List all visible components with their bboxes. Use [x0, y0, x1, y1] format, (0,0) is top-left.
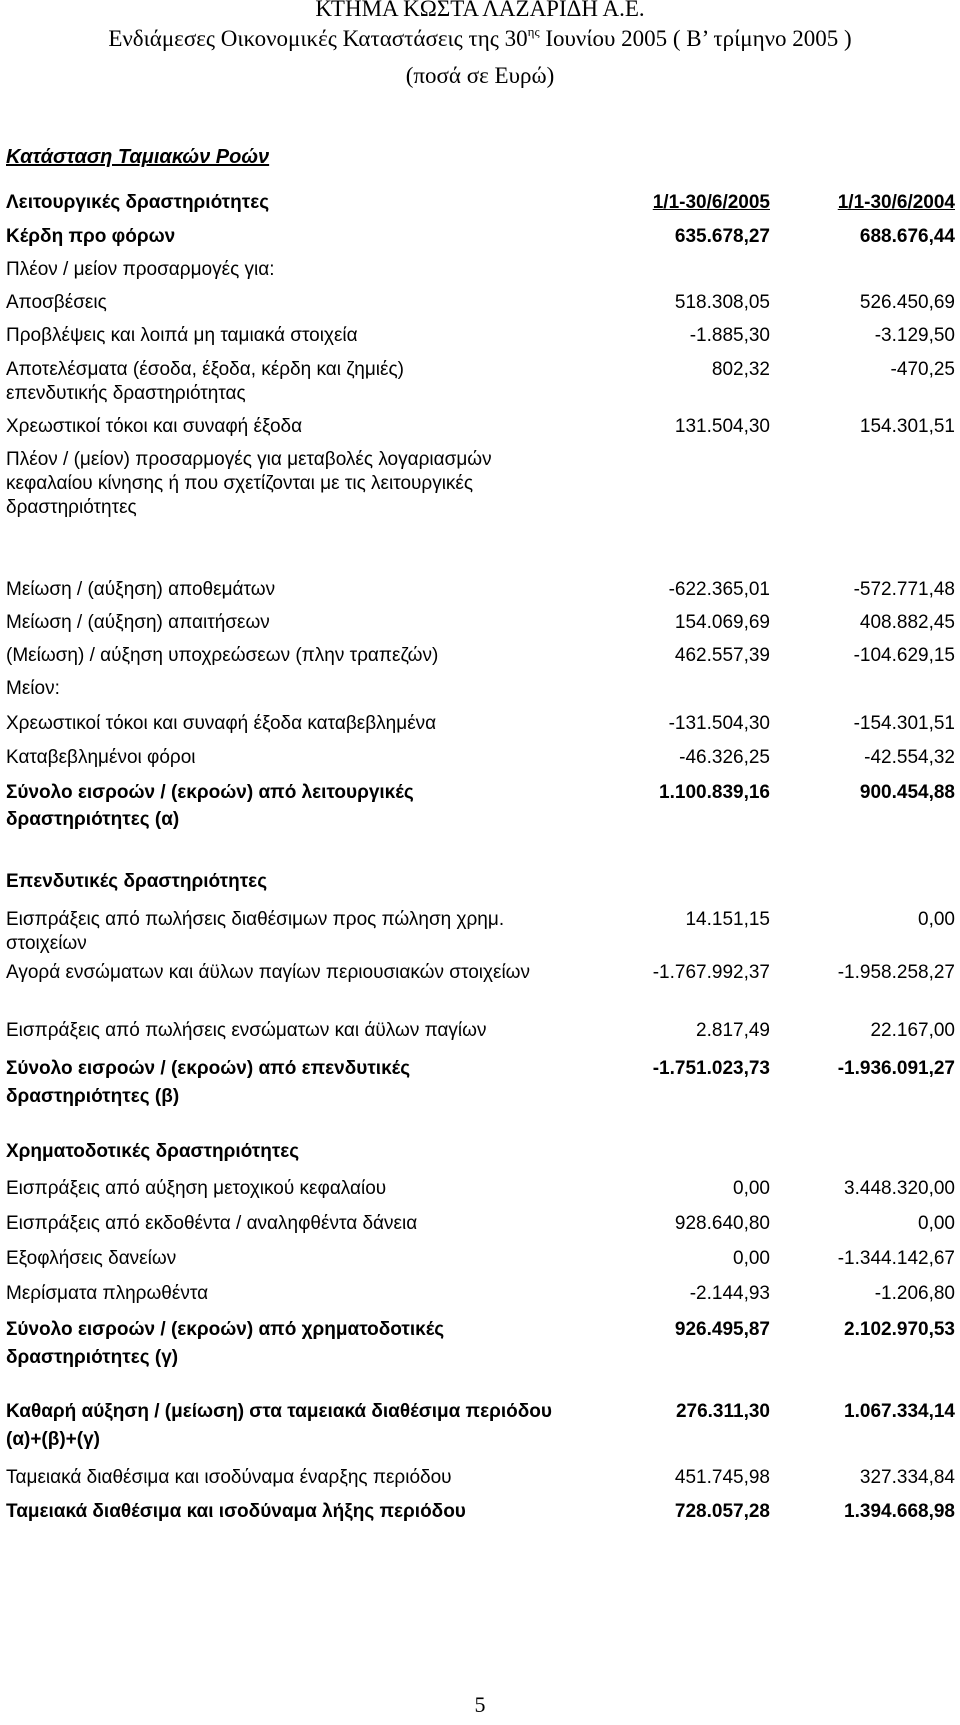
row-label: Πλέον / (μείον) προσαρμογές για μεταβολές λογαριασμών κεφαλαίου κίνησης ή που σχετίζονται με τις λειτουργικές δραστηριότητες [6, 449, 492, 518]
value-2004: 526.450,69 [859, 292, 955, 313]
row-label: (Μείωση) / αύξηση υποχρεώσεων (πλην τραπεζών) [6, 645, 439, 666]
row-label: Καταβεβλημένοι φόροι [6, 747, 196, 768]
value-2005: 1.100.839,16 [659, 782, 770, 803]
row-label: Αγορά ενσώματων και άϋλων παγίων περιουσιακών στοιχείων [6, 962, 531, 983]
value-2005: -1.767.992,37 [652, 962, 770, 983]
row-label: Εισπράξεις από πωλήσεις ενσώματων και άϋλων παγίων [6, 1020, 487, 1041]
value-2005: 131.504,30 [674, 416, 770, 437]
row-label: Μερίσματα πληρωθέντα [6, 1283, 209, 1304]
row-label: Μείωση / (αύξηση) απαιτήσεων [6, 612, 270, 633]
value-2004: -572.771,48 [853, 579, 955, 600]
value-2004: 2.102.970,53 [844, 1319, 955, 1340]
value-2005: -46.326,25 [679, 747, 770, 768]
value-2005: -1.885,30 [689, 325, 770, 346]
value-2005: 635.678,27 [674, 226, 770, 247]
row-label: Εισπράξεις από αύξηση μετοχικού κεφαλαίου [6, 1178, 387, 1199]
value-2004: -470,25 [890, 359, 955, 380]
column-header-2005: 1/1-30/6/2005 [652, 192, 770, 213]
value-2004: -1.206,80 [874, 1283, 955, 1304]
section-title: Κατάσταση Ταμιακών Ροών [6, 146, 270, 168]
value-2005: 0,00 [733, 1178, 770, 1199]
value-2004: 3.448.320,00 [844, 1178, 955, 1199]
value-2004: 327.334,84 [859, 1467, 955, 1488]
report-subtitle-post: Ιουνίου 2005 ( Β’ τρίμηνο 2005 ) [539, 26, 852, 51]
row-label: Εισπράξεις από πωλήσεις διαθέσιμων προς πώληση χρημ. στοιχείων [6, 909, 505, 954]
value-2005: -1.751.023,73 [652, 1058, 770, 1079]
company-name: ΚΤΗΜΑ ΚΩΣΤΑ ΛΑΖΑΡΙΔΗ Α.Ε. [315, 0, 645, 21]
value-2004: 688.676,44 [859, 226, 955, 247]
row-label: Πλέον / μείον προσαρμογές για: [6, 259, 275, 280]
value-2004: 900.454,88 [859, 782, 955, 803]
report-subtitle [0, 26, 960, 52]
value-2004: 1.394.668,98 [844, 1501, 955, 1522]
value-2005: 462.557,39 [674, 645, 770, 666]
value-2005: -131.504,30 [668, 713, 770, 734]
row-label: Αποσβέσεις [6, 292, 107, 313]
value-2005: 802,32 [711, 359, 770, 380]
row-label: Κέρδη προ φόρων [6, 226, 176, 247]
row-label: Προβλέψεις και λοιπά μη ταμιακά στοιχεία [6, 325, 358, 346]
value-2004: -1.936.091,27 [837, 1058, 955, 1079]
row-label: Μείωση / (αύξηση) αποθεμάτων [6, 579, 276, 600]
value-2004: 154.301,51 [859, 416, 955, 437]
value-2005: 0,00 [733, 1248, 770, 1269]
column-header-2004: 1/1-30/6/2004 [837, 192, 955, 213]
value-2005: 2.817,49 [696, 1020, 770, 1041]
value-2004: 0,00 [918, 1213, 955, 1234]
value-2004: -42.554,32 [864, 747, 955, 768]
value-2004: -104.629,15 [853, 645, 955, 666]
row-label: Σύνολο εισροών / (εκροών) από λειτουργικές δραστηριότητες (α) [6, 782, 414, 830]
value-2005: 928.640,80 [674, 1213, 770, 1234]
value-2004: -154.301,51 [853, 713, 955, 734]
row-label: Εισπράξεις από εκδοθέντα / αναληφθέντα δάνεια [6, 1213, 418, 1234]
value-2004: -3.129,50 [874, 325, 955, 346]
value-2005: 276.311,30 [675, 1401, 770, 1422]
value-2005: 518.308,05 [674, 292, 770, 313]
report-subtitle-pre: Ενδιάμεσες Οικονομικές Καταστάσεις της 30 [108, 26, 528, 51]
value-2005: 14.151,15 [685, 909, 770, 930]
value-2004: 1.067.334,14 [844, 1401, 955, 1422]
value-2004: 22.167,00 [870, 1020, 955, 1041]
value-2004: -1.958.258,27 [837, 962, 955, 983]
row-label: Καθαρή αύξηση / (μείωση) στα ταμειακά διαθέσιμα περιόδου (α)+(β)+(γ) [6, 1401, 552, 1450]
row-label: Ταμειακά διαθέσιμα και ισοδύναμα λήξης περιόδου [6, 1501, 466, 1522]
row-label: Λειτουργικές δραστηριότητες [6, 192, 270, 213]
currency-note: (ποσά σε Ευρώ) [405, 63, 555, 88]
row-label: Αποτελέσματα (έσοδα, έξοδα, κέρδη και ζημιές) επενδυτικής δραστηριότητας [6, 359, 404, 404]
value-2005: -2.144,93 [689, 1283, 770, 1304]
value-2004: -1.344.142,67 [837, 1248, 955, 1269]
row-label: Εξοφλήσεις δανείων [6, 1248, 177, 1269]
page-number: 5 [474, 1692, 486, 1717]
row-label: Σύνολο εισροών / (εκροών) από χρηματοδοτικές δραστηριότητες (γ) [6, 1319, 445, 1368]
row-label: Χρεωστικοί τόκοι και συναφή έξοδα [6, 416, 303, 437]
row-label: Χρεωστικοί τόκοι και συναφή έξοδα καταβεβλημένα [6, 713, 437, 734]
report-subtitle-sup: ης [527, 24, 540, 39]
row-label: Σύνολο εισροών / (εκροών) από επενδυτικές δραστηριότητες (β) [6, 1058, 411, 1107]
value-2005: 154.069,69 [674, 612, 770, 633]
row-label: Επενδυτικές δραστηριότητες [6, 871, 268, 892]
value-2005: 728.057,28 [674, 1501, 770, 1522]
value-2005: 451.745,98 [674, 1467, 770, 1488]
value-2005: -622.365,01 [668, 579, 770, 600]
value-2005: 926.495,87 [674, 1319, 770, 1340]
value-2004: 408.882,45 [859, 612, 955, 633]
row-label: Ταμειακά διαθέσιμα και ισοδύναμα έναρξης περιόδου [6, 1467, 452, 1488]
row-label: Μείον: [6, 678, 60, 699]
row-label: Χρηματοδοτικές δραστηριότητες [6, 1141, 300, 1162]
value-2004: 0,00 [918, 909, 955, 930]
